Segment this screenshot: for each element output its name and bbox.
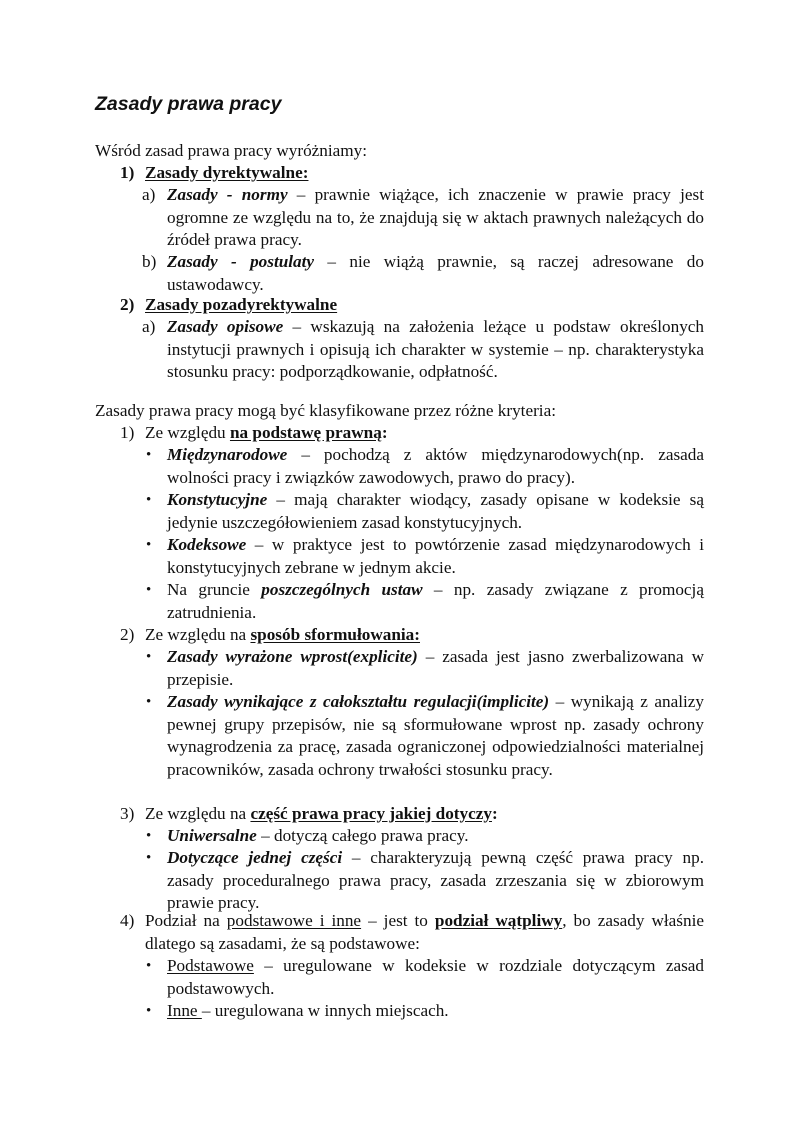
list-number: 1)	[120, 163, 135, 182]
list-number: 2)	[120, 295, 135, 314]
bullet-item: Dotyczące jednej części – charakteryzują pewną część prawa pracy np. zasady proceduralnego prawa pracy, zasada zrzeszania się w zbiorowym prawie pracy.	[167, 848, 704, 913]
sub-text: – nie wiążą prawnie, są raczej adresowane do ustawodawcy.	[167, 252, 704, 294]
bullet-icon: •	[146, 492, 152, 508]
bullet-item: Inne – uregulowana w innych miejscach.	[167, 1001, 449, 1020]
page-title: Zasady prawa pracy	[95, 93, 282, 115]
bullet-item: Kodeksowe – w praktyce jest to powtórzenie zasad międzynarodowych i konstytucyjnych zebrane w jednym akcie.	[167, 535, 704, 577]
term: Zasady - postulaty	[167, 252, 315, 271]
bullet-icon: •	[146, 958, 152, 974]
bullet-icon: •	[146, 1003, 152, 1019]
bullet-item: Uniwersalne – dotyczą całego prawa pracy.	[167, 826, 469, 845]
criterion-heading: Ze względu na część prawa pracy jakiej dotyczy:	[145, 804, 498, 823]
term: Zasady opisowe	[167, 317, 284, 336]
sub-item	[167, 251, 704, 296]
heading-pozadyrektywalne: Zasady pozadyrektywalne	[145, 295, 338, 314]
bullet-item: Na gruncie poszczególnych ustaw – np. zasady związane z promocją zatrudnienia.	[167, 580, 704, 622]
criterion-heading: Ze względu na podstawę prawną:	[145, 423, 388, 442]
bullet-item: Zasady wynikające z całokształtu regulacji(implicite) – wynikają z analizy pewnej grupy przepisów, nie są sformułowane wprost np. zasady ochrony wynagrodzenia za pracę, zasada ograniczonej odpowiedzialności materialnej pracowników, zasada ochrony trwałości stosunku pracy.	[167, 692, 704, 779]
list-number: 3)	[120, 804, 135, 823]
criterion-heading: Podział na podstawowe i inne – jest to podział wątpliwy, bo zasady właśnie dlatego są zasadami, że są podstawowe:	[145, 911, 704, 953]
criterion-heading: Ze względu na sposób sformułowania:	[145, 625, 420, 644]
list-number: 1)	[120, 423, 135, 442]
list-number: 4)	[120, 911, 135, 930]
sub-letter: a)	[142, 185, 156, 204]
bullet-icon: •	[146, 447, 152, 463]
sub-letter: a)	[142, 317, 156, 336]
bullet-item: Podstawowe – uregulowane w kodeksie w rozdziale dotyczącym zasad podstawowych.	[167, 956, 704, 998]
sub-letter: b)	[142, 252, 157, 271]
sub-text: – prawnie wiążące, ich znaczenie w prawie pracy jest ogromne ze względu na to, że znajdują się w aktach prawnych należących do źródeł prawa pracy.	[167, 185, 704, 250]
sub-text: – wskazują na założenia leżące u podstaw określonych instytucji prawnych i opisują ich charakter w systemie – np. charakterystyka stosunku pracy: podporządkowanie, odpłatność.	[167, 317, 705, 382]
bullet-item: Zasady wyrażone wprost(explicite) – zasada jest jasno zwerbalizowana w przepisie.	[167, 647, 704, 689]
sub-item	[167, 184, 704, 252]
list-heading	[145, 162, 308, 185]
criterion-key: na podstawę prawną	[229, 423, 382, 442]
bullet-icon: •	[146, 828, 152, 844]
bullet-icon: •	[146, 649, 152, 665]
criteria-intro: Zasady prawa pracy mogą być klasyfikowane przez różne kryteria:	[95, 401, 556, 420]
list-number: 2)	[120, 625, 135, 644]
intro-text: Wśród zasad prawa pracy wyróżniamy:	[95, 141, 368, 160]
term: Zasady - normy	[167, 185, 288, 204]
criterion-key: podstawowe i inne	[226, 911, 362, 930]
bullet-icon: •	[146, 537, 152, 553]
bullet-icon: •	[146, 850, 152, 866]
list-heading	[145, 294, 337, 317]
criterion-key: sposób sformułowania:	[250, 625, 420, 644]
bullet-item: Międzynarodowe – pochodzą z aktów międzynarodowych(np. zasada wolności pracy i związków zawodowych, prawo do pracy).	[167, 445, 704, 487]
criterion-key: część prawa pracy jakiej dotyczy	[250, 804, 492, 823]
sub-item	[167, 316, 704, 384]
heading-dyrektywalne: Zasady dyrektywalne:	[145, 163, 309, 182]
bullet-item: Konstytucyjne – mają charakter wiodący, zasady opisane w kodeksie są jedynie uszczegółowieniem zasad konstytucyjnych.	[167, 490, 704, 532]
bullet-icon: •	[146, 694, 152, 710]
bullet-icon: •	[146, 582, 152, 598]
criterion-key2: podział wątpliwy	[434, 911, 563, 930]
